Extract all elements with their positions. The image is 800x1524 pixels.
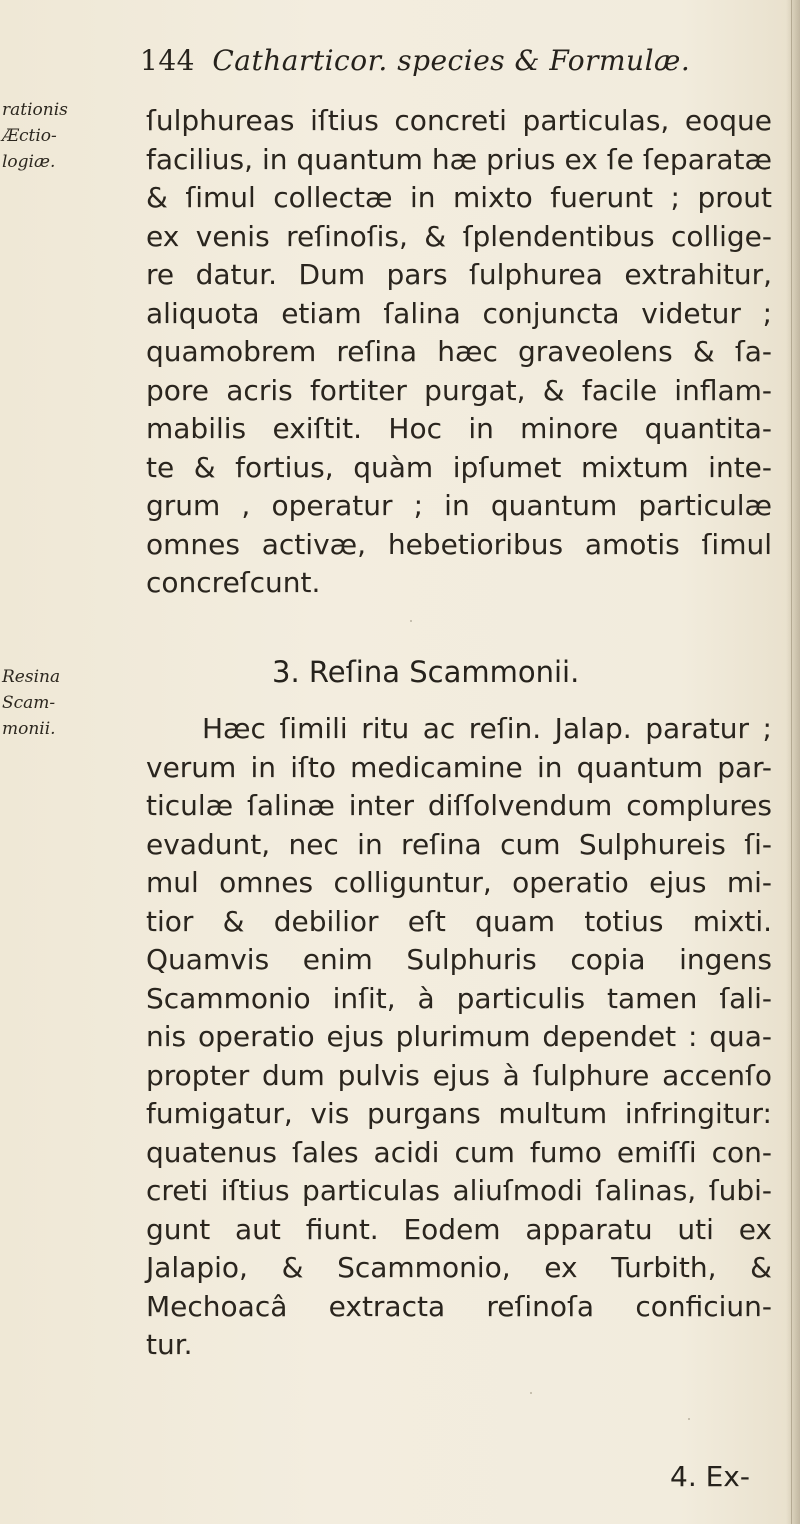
margin-note-line: rationis (2, 100, 68, 120)
page-number: 144 (140, 44, 195, 77)
text-line: verum in iſto medicamine in quantum par- (146, 750, 772, 784)
text-line: concreſcunt. (146, 566, 321, 599)
text-line: ex venis reſinoſis, & ſplendentibus collige- (146, 219, 772, 253)
catchword: 4. Ex- (670, 1460, 750, 1493)
text-line: ticulæ ſalinæ inter diſſolvendum complures (146, 789, 772, 822)
text-line: re datur. Dum pars ſulphurea extrahitur, (146, 258, 772, 291)
margin-note-line: monii. (2, 719, 56, 739)
page-edge-line (791, 0, 792, 1524)
text-line: ſulphureas iſtius concreti particulas, eoque (146, 104, 772, 137)
text-line: & ſimul collectæ in mixto fuerunt ; prout (146, 181, 772, 214)
text-line: fumigatur, vis purgans multum infringitur: (146, 1097, 772, 1130)
text-line: aliquota etiam ſalina conjuncta videtur ; (146, 296, 772, 330)
running-title: Catharticor. species & Formulæ. (212, 44, 691, 77)
text-line: mul omnes colliguntur, operatio ejus mi- (146, 866, 772, 899)
text-line: Hæc ſimili ritu ac reſin. Jalap. paratur ; (202, 712, 772, 745)
text-line: te & fortius, quàm ipſumet mixtum inte- (146, 450, 772, 484)
page-edge-shadow (786, 0, 800, 1524)
text-line: quamobrem reſina hæc graveolens & ſa- (146, 335, 772, 368)
text-line: creti iſtius particulas aliuſmodi ſalinas, ſubi- (146, 1174, 772, 1207)
margin-note-line: Æctio- (2, 126, 57, 146)
text-line: tur. (146, 1328, 193, 1361)
text-line: omnes activæ, hebetioribus amotis ſimul (146, 527, 772, 561)
margin-note (2, 664, 60, 742)
text-line: tior & debilior eſt quam totius mixti. (146, 904, 772, 938)
paper-speck (688, 1418, 690, 1420)
text-line: Quamvis enim Sulphuris copia ingens (146, 943, 772, 976)
text-line: propter dum pulvis ejus à ſulphure accenſo (146, 1058, 772, 1092)
text-line: Mechoacâ extracta reſinoſa conficiun- (146, 1289, 772, 1323)
text-line: Jalapio, & Scammonio, ex Turbith, & (146, 1251, 772, 1284)
margin-note (2, 97, 68, 175)
paper-speck (410, 620, 412, 622)
text-line: mabilis exiſtit. Hoc in minore quantita- (146, 412, 772, 445)
paragraph-2 (146, 710, 772, 1365)
text-line: facilius, in quantum hæ prius ex ſe ſeparatæ (146, 142, 772, 176)
margin-note-line: logiæ. (2, 152, 56, 172)
page-header (140, 44, 740, 88)
text-line: evadunt, nec in reſina cum Sulphureis ſi- (146, 827, 772, 861)
margin-note-line: Resina (2, 667, 61, 687)
text-line: pore acris fortiter purgat, & facile inflam- (146, 373, 772, 407)
text-line: gunt aut fiunt. Eodem apparatu uti ex (146, 1212, 772, 1246)
section-heading: 3. Reſina Scammonii. (272, 655, 580, 689)
text-line: Scammonio inſit, à particulis tamen ſali- (146, 981, 772, 1015)
text-line: grum , operatur ; in quantum particulæ (146, 489, 772, 522)
paper-speck (530, 1392, 532, 1394)
paragraph-1 (146, 102, 772, 603)
text-line: quatenus ſales acidi cum fumo emiſſi con- (146, 1135, 772, 1169)
text-line: nis operatio ejus plurimum dependet : qua- (146, 1020, 772, 1053)
margin-note-line: Scam- (2, 693, 56, 713)
